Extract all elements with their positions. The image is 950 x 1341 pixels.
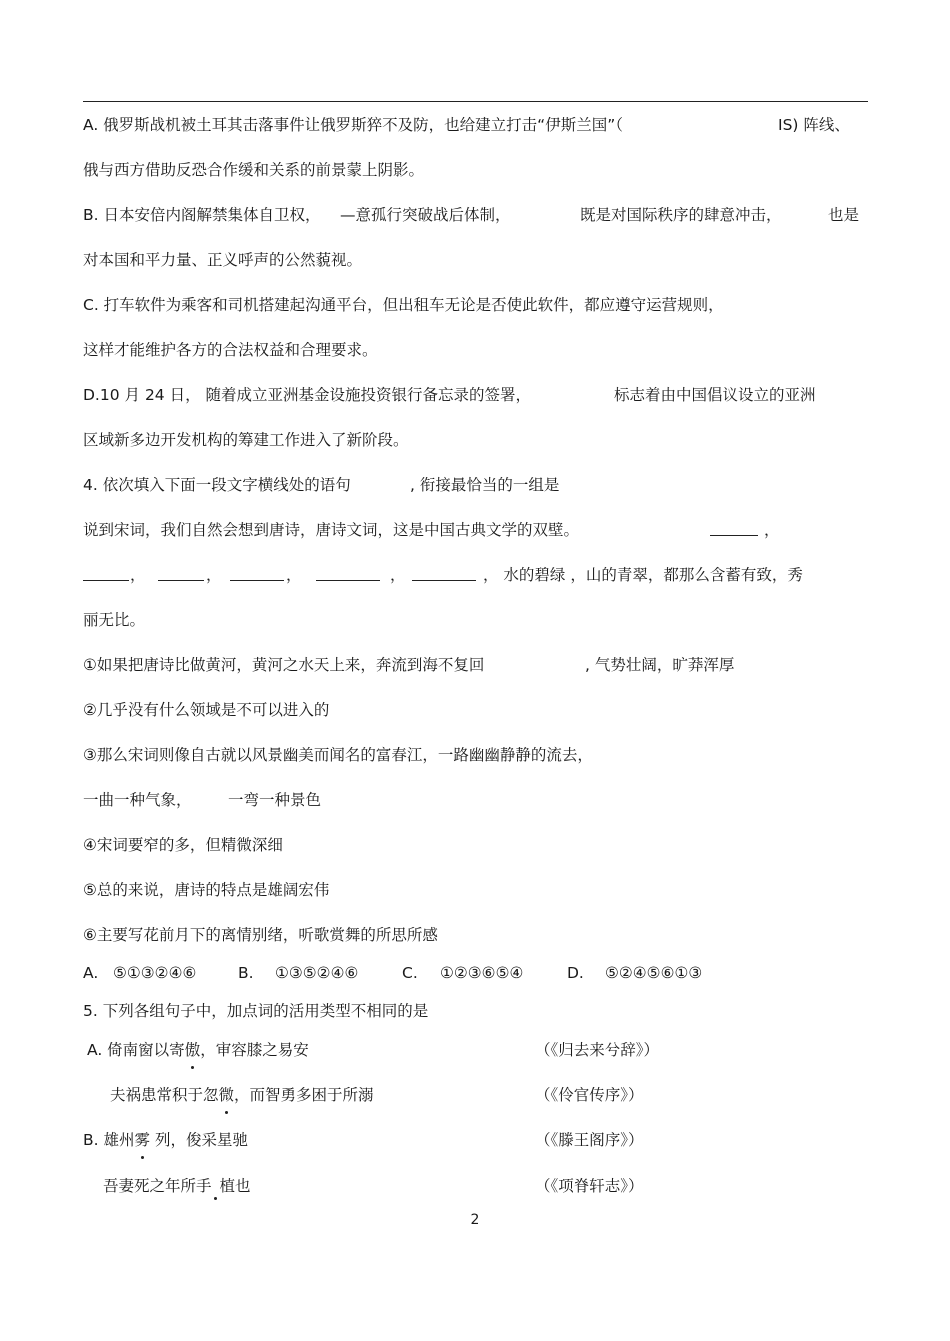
q3-option-b-line2: 对本国和平力量、正义呼声的公然藐视。 [83,251,363,269]
q5-option-a-line1: A. 倚南窗以寄傲，审容膝之易安 [87,1041,309,1059]
q3-option-c-line1: C. 打车软件为乘客和司机搭建起沟通平台，但出租车无论是否使此软件，都应遵守运营规则， [83,296,724,314]
q4-sep-4: ， [390,566,406,584]
q4-item-2: ②几乎没有什么领域是不可以进入的 [83,701,330,719]
q5-option-a-source1: （《归去来兮辞》） [535,1041,660,1059]
q4-blank-2 [83,565,129,586]
q4-blank-6 [412,565,476,586]
q4-blank-3 [158,565,204,586]
q4-passage-line1: 说到宋词，我们自然会想到唐诗，唐诗文词，这是中国古典文学的双壁。 [83,521,580,539]
q4-item-3-cont-part1: 一曲一种气象， [83,791,192,809]
q3-option-b-part1: B. 日本安倍内阁解禁集体自卫权， [83,206,321,224]
q4-item-1-part1: ①如果把唐诗比做黄河，黄河之水天上来，奔流到海不复回 [83,656,485,674]
emphasis-dot-char: 傲 [184,1041,201,1059]
emphasis-dot-char: 雾 [134,1131,151,1149]
q4-passage-line2-tail: ， 水的碧绿 ，山的青翠，都那么含蓄有致，秀 [483,566,803,584]
q4-choice-c-label: C. [402,964,418,982]
q4-blank-4 [230,565,284,586]
q4-choice-d-value: ⑤②④⑤⑥①③ [605,964,703,982]
q4-item-3: ③那么宋词则像自古就以风景幽美而闻名的富春江，一路幽幽静静的流去， [83,746,593,764]
q5-option-a-source2: （《伶官传序》） [535,1086,644,1104]
q4-choice-a-value: ⑤①③②④⑥ [113,964,197,982]
q4-item-1-part2: , 气势壮阔，旷莽浑厚 [585,656,735,674]
q3-option-d-line2: 区域新多边开发机构的筹建工作进入了新阶段。 [83,431,409,449]
q4-choice-b-label: B. [238,964,254,982]
emphasis-dot-char: 微 [218,1086,235,1104]
q4-item-5: ⑤总的来说，唐诗的特点是雄阔宏伟 [83,881,330,899]
q4-blank-5 [316,565,380,586]
q4-item-6: ⑥主要写花前月下的离情别绪，听歌赏舞的所思所感 [83,926,438,944]
q3-option-b-part3: 既是对国际秩序的肆意冲击， [580,206,782,224]
q3-option-a-line2: 俄与西方借助反恐合作缓和关系的前景蒙上阴影。 [83,161,425,179]
q4-sep-1: ， [130,566,146,584]
q3-option-d-part2: 标志着由中国倡议设立的亚洲 [614,386,816,404]
q4-sep-3: ， [286,566,302,584]
q4-choice-a-label: A. [83,964,99,982]
q4-item-3-cont-part2: 一弯一种景色 [228,791,322,809]
q4-comma: ， [764,521,780,539]
q4-item-4: ④宋词要窄的多，但精微深细 [83,836,283,854]
q3-option-a-line1: A. 俄罗斯战机被土耳其击落事件让俄罗斯猝不及防，也给建立打击“伊斯兰国”（ [83,116,623,134]
q5-option-b-source2: （《项脊轩志》） [535,1177,644,1195]
q5-option-b-source1: （《滕王阁序》） [535,1131,644,1149]
q4-choice-d-label: D. [567,964,584,982]
q3-option-d-part1: D.10 月 24 日， 随着成立亚洲基金设施投资银行备忘录的签署， [83,386,532,404]
q3-option-c-line2: 这样才能维护各方的合法权益和合理要求。 [83,341,378,359]
q4-passage-line3: 丽无比。 [83,611,146,629]
q5-option-b-line1: B. 雄州雾 列，俊采星驰 [83,1131,248,1149]
q4-choice-c-value: ①②③⑥⑤④ [440,964,524,982]
q4-sep-2: ， [206,566,222,584]
q5-stem: 5. 下列各组句子中，加点词的活用类型不相同的是 [83,1002,429,1020]
q4-choice-b-value: ①③⑤②④⑥ [275,964,359,982]
q5-option-b-line2: 吾妻死之年所手 植也 [103,1177,251,1195]
q4-stem-part1: 4. 依次填入下面一段文字横线处的语句 [83,476,351,494]
q3-option-b-part4: 也是 [828,206,860,224]
q4-blank-1 [710,520,758,541]
q5-option-a-line2: 夫祸患常积于忽微，而智勇多困于所溺 [110,1086,374,1104]
q3-option-b-part2: —意孤行突破战后体制， [340,206,511,224]
page-number: 2 [470,1212,480,1228]
q3-option-a-line1-tail: IS) 阵线、 [778,116,850,134]
header-rule [83,101,868,102]
q4-stem-part2: , 衔接最恰当的一组是 [410,476,560,494]
